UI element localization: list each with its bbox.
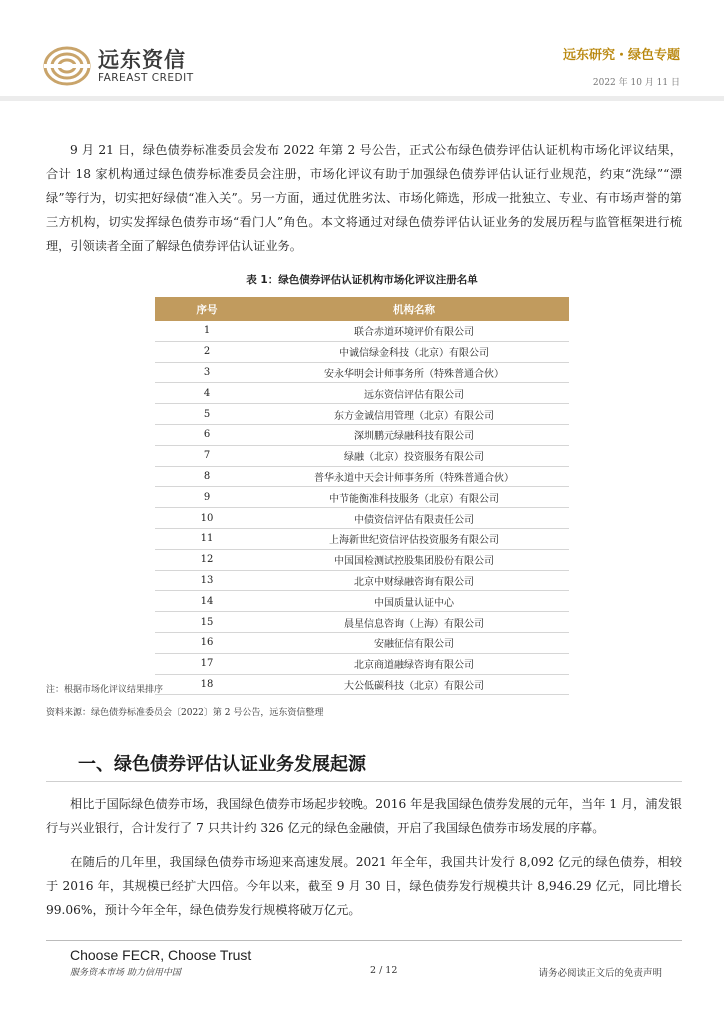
table-row [155, 549, 569, 570]
row-no: 7 [155, 445, 259, 466]
row-name: 中国质量认证中心 [259, 591, 569, 612]
row-name: 中债资信评估有限责任公司 [259, 508, 569, 529]
row-no: 10 [155, 508, 259, 529]
report-series: 远东研究・绿色专题 [562, 48, 680, 63]
logo-text-en: FAREAST CREDIT [98, 72, 194, 84]
row-no: 1 [155, 321, 259, 341]
table-header-row [155, 297, 569, 321]
row-name: 远东资信评估有限公司 [259, 383, 569, 404]
intro-paragraph: 9 月 21 日，绿色债券标准委员会发布 2022 年第 2 号公告，正式公布绿色债券评估认证机构市场化评议结果，合计 18 家机构通过绿色债券标准委员会注册，市场化评议有助于加强绿色债券评估认证行业规范，约束“洗绿”“漂绿”等行为，切实把好绿债“准入关”。另一方面，通过优胜劣汰、市场化筛选，形成一批独立、专业、有市场声誉的第三方机构，切实发挥绿色债券市场“看门人”角色。本文将通过对绿色债券评估认证业务的发展历程与监管框架进行梳理，引领读者全面了解绿色债券评估认证业务。 [46, 143, 682, 253]
row-name: 大公低碳科技（北京）有限公司 [259, 674, 569, 695]
row-no: 4 [155, 383, 259, 404]
table-row [155, 508, 569, 529]
col-header-name: 机构名称 [259, 297, 569, 321]
table-row [155, 424, 569, 445]
page-number: 2 / 12 [370, 965, 398, 976]
row-name: 上海新世纪资信评估投资服务有限公司 [259, 528, 569, 549]
header-divider [0, 96, 724, 101]
table-row [155, 404, 569, 425]
table-row [155, 383, 569, 404]
footer-divider [46, 940, 682, 941]
row-no: 5 [155, 404, 259, 425]
table-source: 资料来源：绿色债券标准委员会〔2022〕第 2 号公告，远东资信整理 [46, 708, 324, 718]
row-name: 中诚信绿金科技（北京）有限公司 [259, 341, 569, 362]
section-divider [46, 781, 682, 782]
logo-rings-icon [42, 44, 92, 88]
row-name: 普华永道中天会计师事务所（特殊普通合伙） [259, 466, 569, 487]
footer-disclaimer: 请务必阅读正文后的免责声明 [538, 968, 662, 979]
table-row [155, 445, 569, 466]
table-row [155, 674, 569, 695]
row-no: 17 [155, 653, 259, 674]
row-name: 北京商道融绿咨询有限公司 [259, 653, 569, 674]
row-no: 2 [155, 341, 259, 362]
row-name: 联合赤道环境评价有限公司 [259, 321, 569, 341]
table-row [155, 487, 569, 508]
page-header [0, 0, 724, 104]
footer-slogan-cn: 服务资本市场 助力信用中国 [70, 968, 181, 978]
col-header-no: 序号 [155, 297, 259, 321]
row-name: 深圳鹏元绿融科技有限公司 [259, 424, 569, 445]
row-name: 绿融（北京）投资服务有限公司 [259, 445, 569, 466]
table-row [155, 591, 569, 612]
logo-text-cn: 远东资信 [98, 48, 186, 72]
table-row [155, 632, 569, 653]
fareast-logo [42, 44, 232, 90]
row-no: 18 [155, 674, 259, 695]
row-name: 安融征信有限公司 [259, 632, 569, 653]
section-paragraph-1: 相比于国际绿色债券市场，我国绿色债券市场起步较晚。2016 年是我国绿色债券发展的元年，当年 1 月，浦发银行与兴业银行，合计发行了 7 只共计约 326 亿元的绿色金融债，开启了我国绿色债券市场发展的序幕。 [46, 797, 682, 835]
row-name: 东方金诚信用管理（北京）有限公司 [259, 404, 569, 425]
table-row [155, 570, 569, 591]
table-row [155, 653, 569, 674]
table-note: 注：根据市场化评议结果排序 [46, 685, 164, 695]
table-row [155, 466, 569, 487]
table-row [155, 528, 569, 549]
row-name: 中节能衡准科技服务（北京）有限公司 [259, 487, 569, 508]
table-row [155, 362, 569, 383]
section-heading: 一、绿色债券评估认证业务发展起源 [78, 754, 366, 775]
row-no: 9 [155, 487, 259, 508]
row-no: 12 [155, 549, 259, 570]
row-no: 15 [155, 612, 259, 633]
report-date: 2022 年 10 月 11 日 [592, 78, 680, 88]
row-no: 13 [155, 570, 259, 591]
row-no: 14 [155, 591, 259, 612]
row-name: 中国国检测试控股集团股份有限公司 [259, 549, 569, 570]
table-row [155, 321, 569, 341]
row-name: 安永华明会计师事务所（特殊普通合伙） [259, 362, 569, 383]
footer-slogan-en: Choose FECR, Choose Trust [70, 947, 252, 963]
row-no: 6 [155, 424, 259, 445]
row-no: 8 [155, 466, 259, 487]
row-no: 16 [155, 632, 259, 653]
row-name: 晨星信息咨询（上海）有限公司 [259, 612, 569, 633]
registration-table [155, 297, 569, 695]
row-name: 北京中财绿融咨询有限公司 [259, 570, 569, 591]
row-no: 3 [155, 362, 259, 383]
row-no: 11 [155, 528, 259, 549]
table-row [155, 612, 569, 633]
table-title: 表 1：绿色债券评估认证机构市场化评议注册名单 [246, 274, 478, 286]
table-row [155, 341, 569, 362]
section-paragraph-2: 在随后的几年里，我国绿色债券市场迎来高速发展。2021 年全年，我国共计发行 8,092 亿元的绿色债券，相较于 2016 年，其规模已经扩大四倍。今年以来，截至 9 月 30 日，绿色债券发行规模共计 8,946.29 亿元，同比增长 99.06%，预计今年全年，绿色债券发行规模将破万亿元。 [46, 855, 682, 917]
